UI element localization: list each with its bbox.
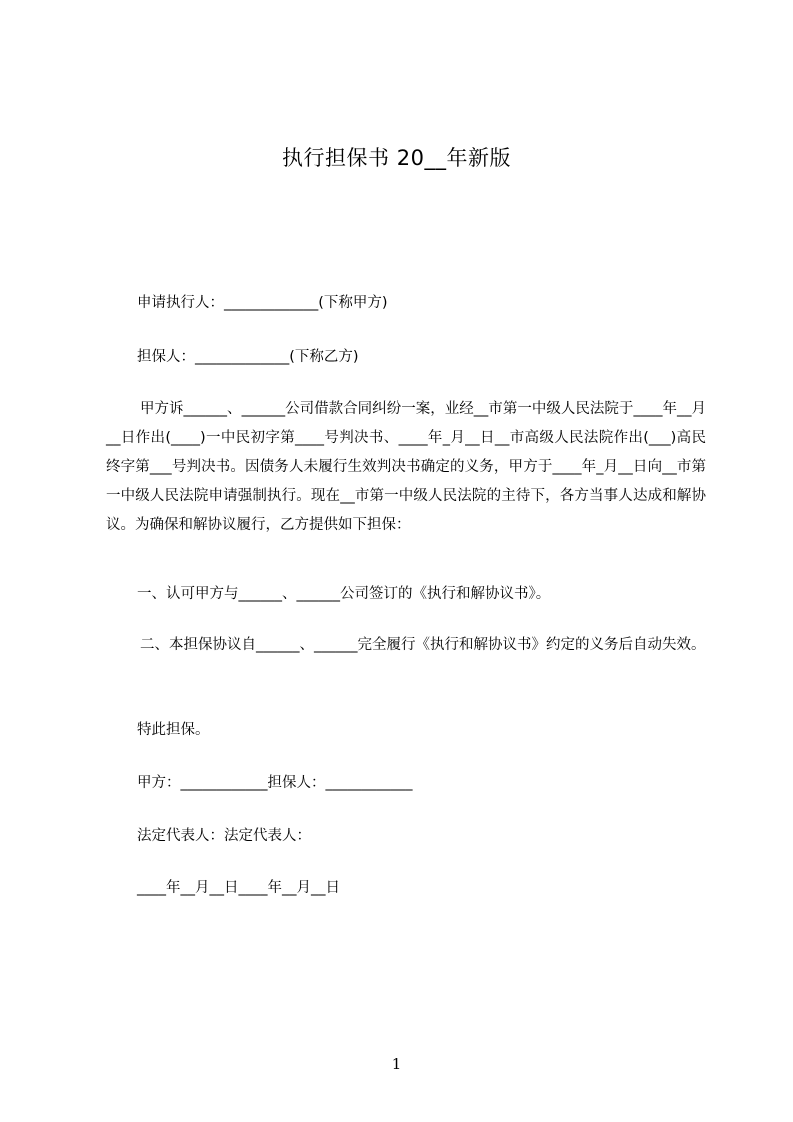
representative-line: 法定代表人：法定代表人： xyxy=(137,828,311,844)
signature-line: 甲方：____________担保人：____________ xyxy=(137,775,413,791)
closing-statement: 特此担保。 xyxy=(137,722,210,738)
page-number: 1 xyxy=(391,1055,402,1073)
clause-two-paragraph xyxy=(106,631,706,660)
document-title: 执行担保书 20__年新版 xyxy=(282,146,511,170)
clause-one: 一、认可甲方与______、______公司签订的《执行和解协议书》。 xyxy=(137,586,551,602)
facts-paragraph-text: 甲方诉______、______公司借款合同纠纷一案，业经__市第一中级人民法院于____年__月__日作出(____)一中民初字第____号判决书、____年_月__日__市高级人民法院作出(___)高民终字第___号判决书。因债务人未履行生效判决书确定的义务，甲方于____年_月__日向__市第一中级人民法院申请强制执行。现在__市第一中级人民法院的主待下，各方当事人达成和解协议。为确保和解协议履行，乙方提供如下担保： xyxy=(106,401,706,533)
clause-two: 二、本担保协议自______、______完全履行《执行和解协议书》约定的义务后自动失效。 xyxy=(140,637,706,653)
applicant-line: 申请执行人：_____________(下称甲方) xyxy=(137,295,388,311)
date-line: ____年__月__日____年__月__日 xyxy=(137,880,340,896)
facts-paragraph xyxy=(106,395,706,540)
guarantor-line: 担保人：_____________(下称乙方) xyxy=(137,349,359,365)
